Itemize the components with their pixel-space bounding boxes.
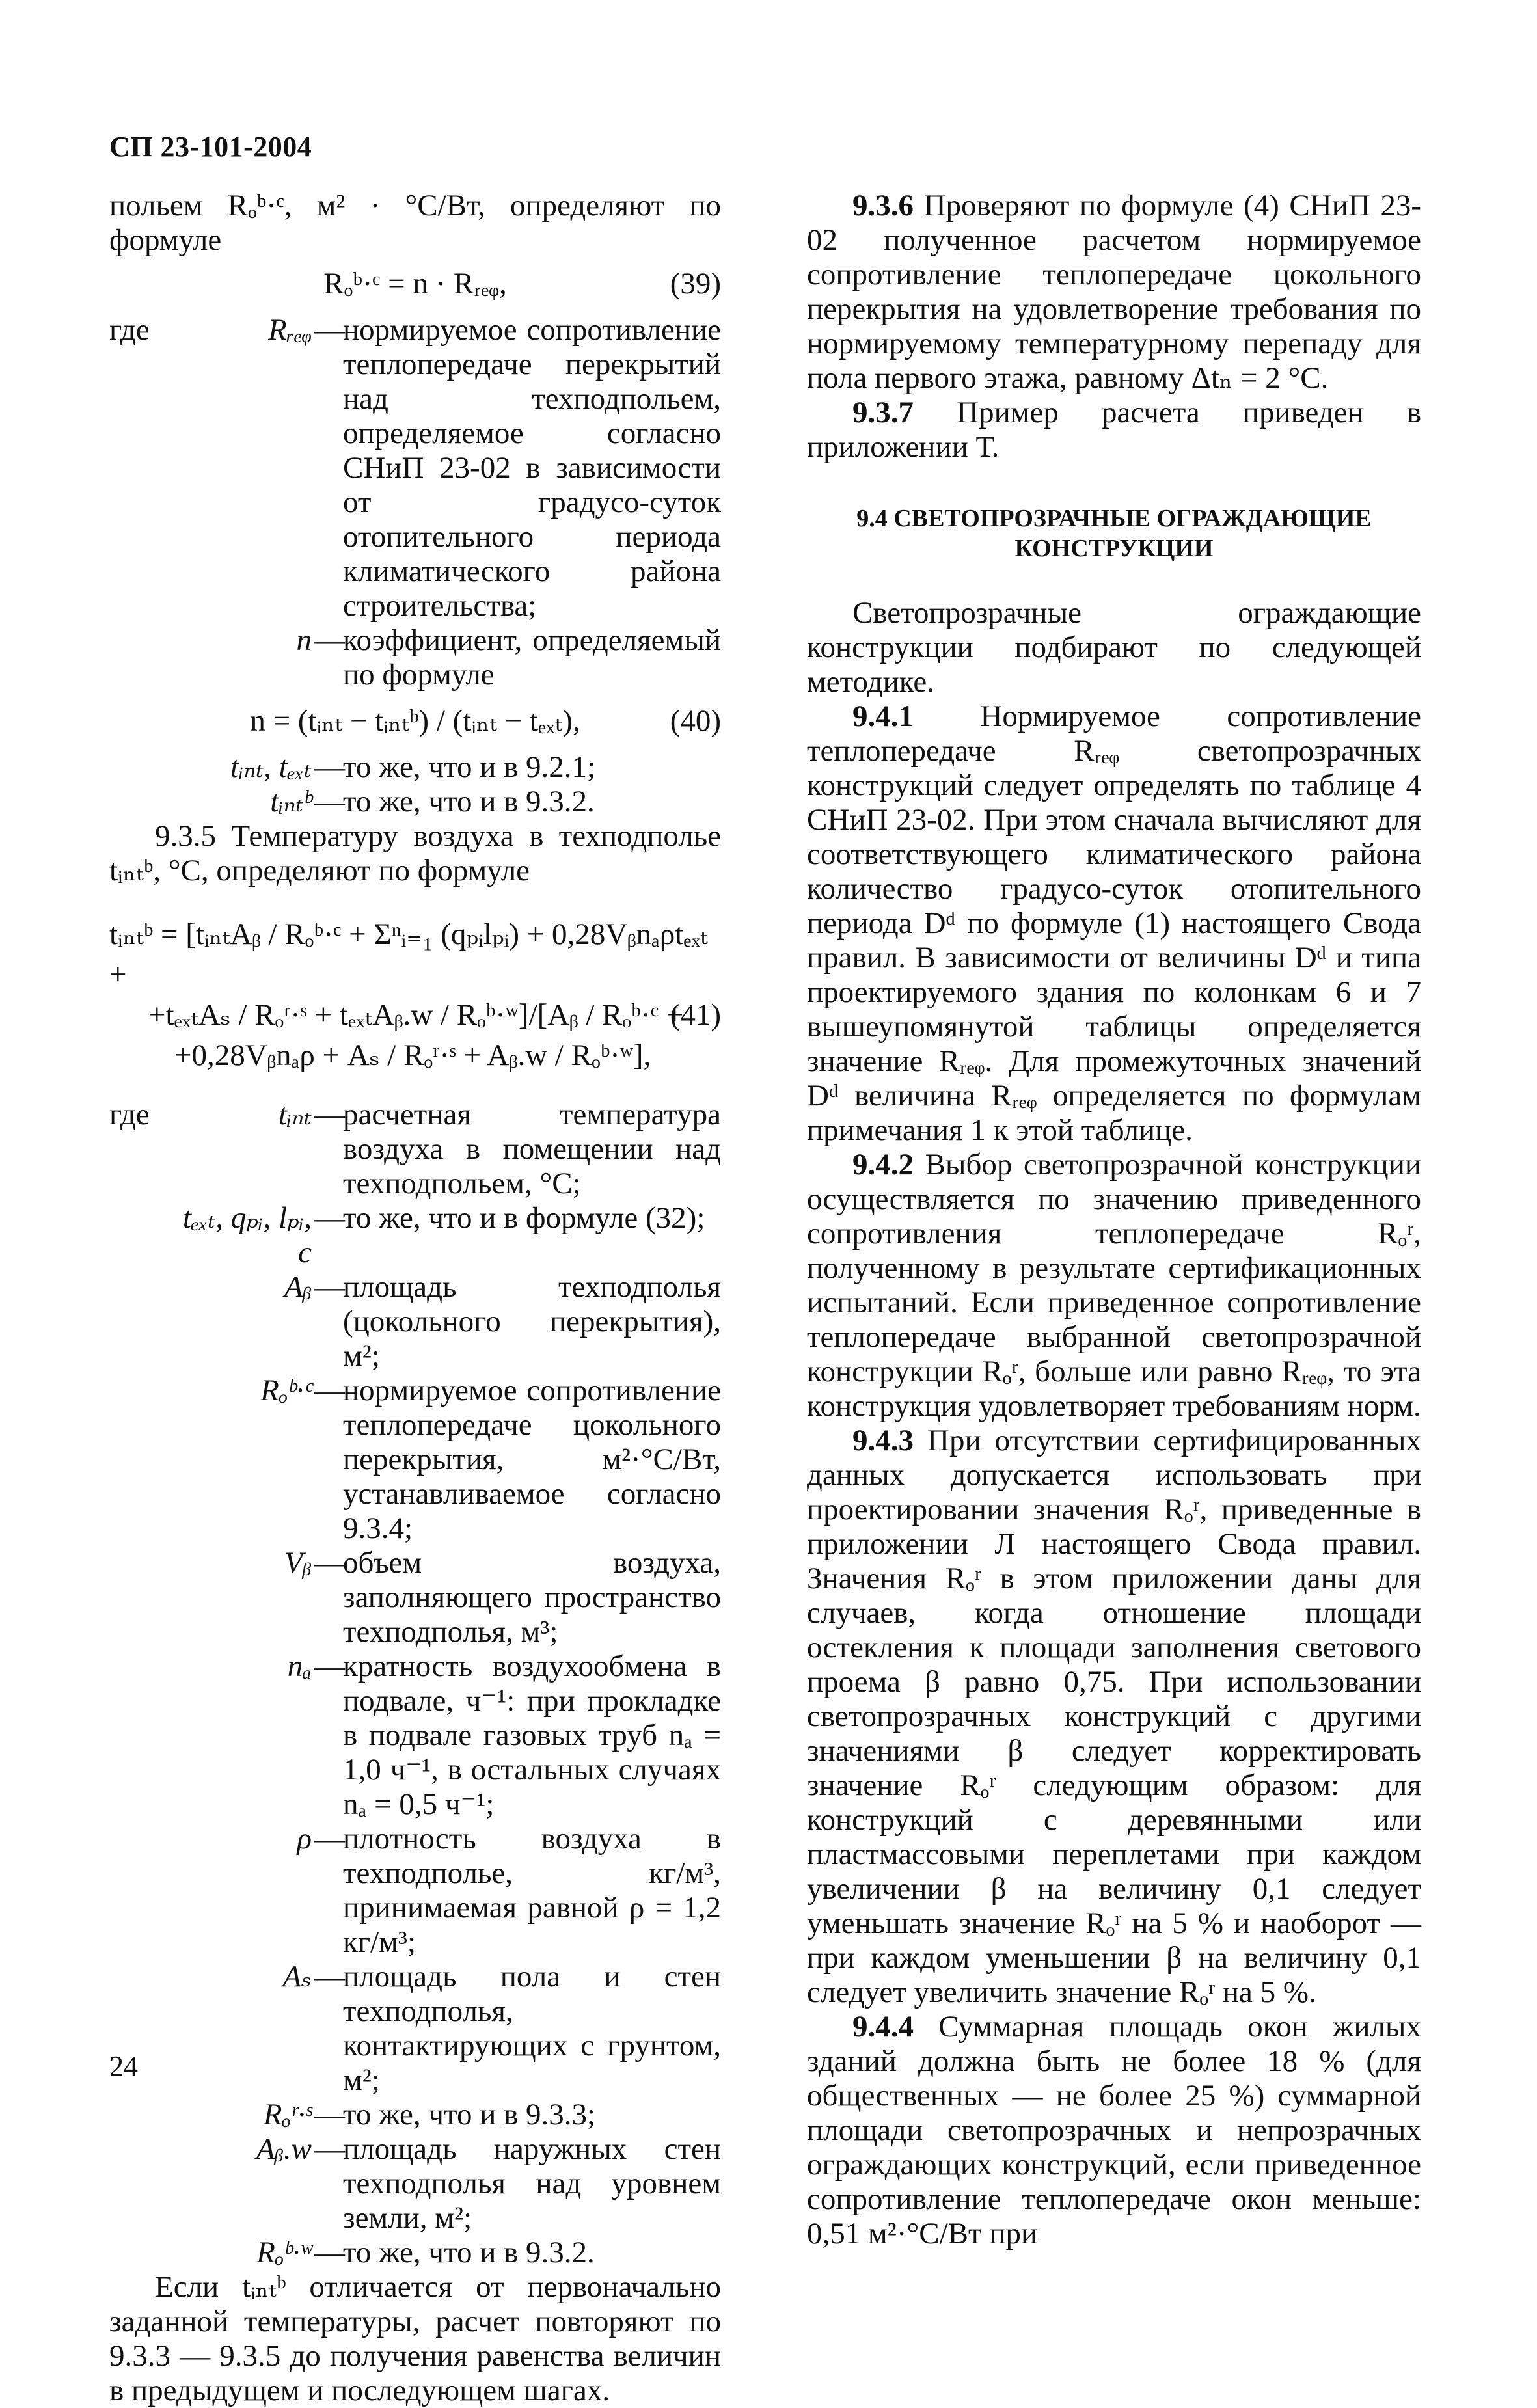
formula-39 [109, 267, 721, 301]
definition-n [109, 623, 721, 692]
definition-dash: — [314, 1270, 345, 1304]
clause-number: 9.4.1 [852, 699, 914, 733]
definition-text: то же, что и в 9.3.2. [343, 2236, 595, 2269]
clause-text: При отсутствии сертифицированных данных допускается использовать при проектировании значения Rₒʳ, приведенные в приложении Л настоящего Свода правил. Значения Rₒʳ в этом приложении даны для случаев, когда отношение площади остекления к площади заполнения светового проема β равно 0,75. При использовании светопрозрачных конструкций с другими значениями β следует корректировать значение Rₒʳ следующим образом: для конструкций с деревянными или пластмассовыми переплетами при каждом увеличении β на величину 0,1 следует уменьшать значение Rₒʳ на 5 % и наоборот — при каждом уменьшении β на величину 0,1 следует увеличить значение Rₒʳ на 5 %. [807, 1424, 1422, 2009]
definition-row [109, 2236, 721, 2270]
page-number: 24 [109, 2050, 138, 2082]
definition-symbol: Aₛ [282, 1960, 312, 1994]
definition-row [109, 2098, 721, 2132]
clause-text: Проверяют по формуле (4) СНиП 23-02 полученное расчетом нормируемое сопротивление теплопередаче цокольного перекрытия на удовлетворение требования по нормируемому температурному перепаду для пола первого этажа, равному Δtₙ = 2 °С. [807, 189, 1421, 395]
definition-symbol: nₐ [287, 1649, 312, 1683]
paragraph-recalculation: Если tᵢₙₜᵇ отличается от первоначально заданной температуры, расчет повторяют по 9.3.3 — 9.3.5 до получения равенства величин в предыдущем и последующем шагах. [109, 2270, 721, 2407]
definition-text: площадь наружных стен техподполья над уровнем земли, м²; [343, 2132, 721, 2235]
left-column [109, 189, 721, 2408]
paragraph-9-4-1 [807, 699, 1421, 1148]
definition-text: кратность воздухообмена в подвале, ч⁻¹: при прокладке в подвале газовых труб nₐ = 1,0 ч⁻¹, в остальных случаях nₐ = 0,5 ч⁻¹; [343, 1649, 721, 1821]
definitions-list-41 [109, 1098, 721, 2270]
section-title-9-4: 9.4 СВЕТОПРОЗРАЧНЫЕ ОГРАЖДАЮЩИЕ КОНСТРУКЦИИ [856, 505, 1372, 562]
formula-41-number: (41) [670, 998, 721, 1032]
clause-number: 9.3.7 [852, 396, 914, 429]
definition-rreq [109, 313, 721, 623]
definition-text: плотность воздуха в техподполье, кг/м³, принимаемая равной ρ = 1,2 кг/м³; [343, 1822, 721, 1959]
clause-text: Нормируемое сопротивление теплопередаче Rᵣₑᵩ светопрозрачных конструкций следует определять по таблице 4 СНиП 23-02. При этом сначала вычисляют для соответствующего климатического района количество градусо-суток отопительного периода Dᵈ по формуле (1) настоящего Свода правил. В зависимости от величины Dᵈ и типа проектируемого здания по колонкам 6 и 7 вышеупомянутой таблицы определяется значение Rᵣₑᵩ. Для промежуточных значений Dᵈ величина Rᵣₑᵩ определяется по формулам примечания 1 к этой таблице. [807, 699, 1421, 1147]
definition-symbol: Aᵦ.w [256, 2132, 312, 2166]
paragraph-9-4-intro: Светопрозрачные ограждающие конструкции подбирают по следующей методике. [807, 596, 1421, 699]
definition-row [109, 1960, 721, 2098]
definition-text: то же, что и в формуле (32); [343, 1201, 705, 1235]
definition-tint-text [109, 750, 721, 785]
definition-dash: — [314, 750, 345, 784]
formula-41-line3: +0,28Vᵦnₐρ + Aₛ / Rₒʳ·ˢ + Aᵦ.w / Rₒᵇ·ʷ], [174, 1038, 651, 1072]
right-column [807, 189, 1421, 2251]
clause-number: 9.4.2 [852, 1148, 914, 1182]
definition-text: то же, что и в 9.3.2. [343, 785, 595, 818]
clause-number: 9.3.6 [852, 189, 914, 223]
definition-row [109, 1822, 721, 1960]
definition-row [109, 2132, 721, 2236]
definition-text: то же, что и в 9.3.3; [343, 2098, 596, 2131]
definition-row [109, 1649, 721, 1822]
definition-dash: — [314, 1098, 345, 1131]
clause-text: Суммарная площадь окон жилых зданий должна быть не более 18 % (для общественных — не более 25 %) суммарной площади светопрозрачных и непрозрачных ограждающих конструкций, если приведенное сопротивление теплопередаче окон меньше: 0,51 м²·°С/Вт при [807, 2010, 1422, 2251]
definition-dash: — [314, 2236, 345, 2269]
definition-text: то же, что и в 9.2.1; [343, 750, 596, 784]
formula-39-text: Rₒᵇ·ᶜ = n · Rᵣₑᵩ, [323, 267, 507, 301]
definition-row [109, 1098, 721, 1201]
document-code-header: СП 23-101-2004 [109, 131, 312, 163]
paragraph-9-4-3 [807, 1424, 1421, 2010]
formula-41-line2: +tₑₓₜAₛ / Rₒʳ·ˢ + tₑₓₜAᵦ.w / Rₒᵇ·ʷ]/[Aᵦ / Rₒᵇ·ᶜ + [148, 998, 684, 1032]
definition-text: расчетная температура воздуха в помещении над техподпольем, °С; [343, 1098, 721, 1200]
paragraph-9-4-4 [807, 2010, 1421, 2251]
definition-row [109, 1270, 721, 1373]
definition-symbol: tₑₓₜ, qₚᵢ, lₚᵢ, c [182, 1201, 312, 1269]
clause-text: Выбор светопрозрачной конструкции осуществляется по значению приведенного сопротивления теплопередаче Rₒʳ, полученному в результате сертификационных испытаний. Если приведенное сопротивление теплопередаче выбранной светопрозрачной конструкции Rₒʳ, больше или равно Rᵣₑᵩ, то эта конструкция удовлетворяет требованиям норм. [807, 1148, 1421, 1423]
formula-40 [109, 704, 721, 738]
definition-text: площадь пола и стен техподполья, контактирующих с грунтом, м²; [343, 1960, 721, 2097]
definition-symbol: Rₒʳ·ˢ [263, 2098, 312, 2131]
definition-tintb [109, 785, 721, 819]
paragraph-continuation: польем Rₒᵇ·ᶜ, м² · °С/Вт, определяют по формуле [109, 189, 721, 257]
clause-number: 9.3.5 [155, 819, 216, 853]
paragraph-9-3-6 [807, 189, 1421, 396]
definition-symbol: tᵢₙₜ [278, 1098, 312, 1131]
definition-dash: — [314, 1822, 345, 1856]
formula-41 [109, 914, 721, 1075]
clause-text: Температуру воздуха в техподполье tᵢₙₜᵇ, °С, определяют по формуле [109, 819, 721, 887]
definition-symbol: ρ [297, 1822, 312, 1856]
definition-dash: — [314, 1960, 345, 1994]
definition-row [109, 1373, 721, 1546]
definition-symbol: Aᵦ [284, 1270, 312, 1304]
definition-dash: — [314, 1201, 345, 1235]
definition-symbol: Rₒᵇ·ʷ [256, 2236, 312, 2269]
definition-dash: — [314, 1649, 345, 1683]
definition-symbol: Vᵦ [284, 1546, 312, 1580]
definition-symbol: tᵢₙₜ, tₑₓₜ [230, 750, 312, 784]
definition-row [109, 1201, 721, 1270]
definition-text: площадь техподполья (цокольного перекрытия), м²; [343, 1270, 721, 1373]
definition-dash: — [314, 785, 345, 818]
formula-41-line1: tᵢₙₜᵇ = [tᵢₙₜAᵦ / Rₒᵇ·ᶜ + Σⁿᵢ₌₁ (qₚᵢlₚᵢ) + 0,28Vᵦnₐρtₑₓₜ + [109, 917, 708, 992]
where-label: где [109, 313, 150, 347]
clause-text: Пример расчета приведен в приложении Т. [807, 396, 1422, 464]
paragraph-9-3-5 [109, 819, 721, 888]
formula-40-text: n = (tᵢₙₜ − tᵢₙₜᵇ) / (tᵢₙₜ − tₑₓₜ), [250, 704, 580, 738]
definition-text: объем воздуха, заполняющего пространство техподполья, м³; [343, 1546, 721, 1649]
definition-dash: — [314, 313, 345, 347]
definition-symbol: Rᵣₑᵩ [268, 313, 312, 347]
definition-symbol: n [296, 623, 312, 657]
formula-39-number: (39) [670, 267, 721, 301]
definition-dash: — [314, 1546, 345, 1580]
paragraph-9-3-7 [807, 396, 1421, 465]
definition-dash: — [314, 2132, 345, 2166]
definition-text: нормируемое сопротивление теплопередаче перекрытий над техподпольем, определяемое согласно СНиП 23-02 в зависимости от градусо-суток отопительного периода климатического района строительства; [343, 313, 721, 623]
where-label: где [109, 1098, 150, 1131]
definition-dash: — [314, 1373, 345, 1407]
definition-symbol: Rₒᵇ·ᶜ [260, 1373, 312, 1407]
definition-text: нормируемое сопротивление теплопередаче цокольного перекрытия, м²·°С/Вт, устанавливаемое согласно 9.3.4; [343, 1373, 721, 1545]
definition-symbol: tᵢₙₜᵇ [270, 785, 312, 818]
definition-dash: — [314, 623, 345, 657]
formula-40-number: (40) [670, 704, 721, 738]
definition-row [109, 1546, 721, 1649]
clause-number: 9.4.3 [852, 1424, 914, 1457]
definition-dash: — [314, 2098, 345, 2131]
definition-text: коэффициент, определяемый по формуле [343, 623, 721, 692]
paragraph-9-4-2 [807, 1148, 1421, 1424]
clause-number: 9.4.4 [852, 2010, 914, 2044]
